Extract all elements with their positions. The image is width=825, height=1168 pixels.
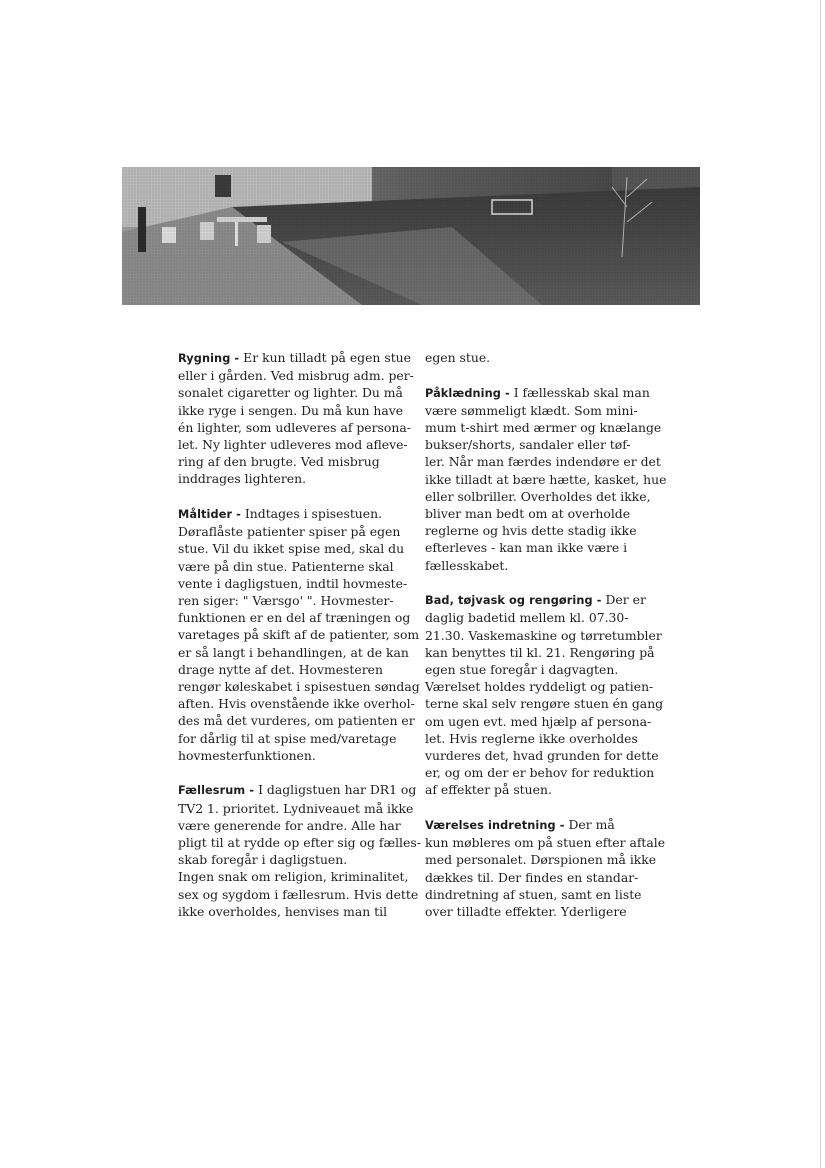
section-heading: Rygning - bbox=[178, 352, 240, 365]
section-heading: Påklædning - bbox=[425, 386, 510, 400]
line: eller solbriller. Overholdes det ikke, bbox=[425, 488, 651, 504]
line: efterleves - kan man ikke være i bbox=[425, 540, 628, 556]
line: være på din stue. Patienterne skal bbox=[178, 558, 394, 574]
section-paaklaedning bbox=[425, 384, 667, 574]
line: pligt til at rydde op efter sig og fælles- bbox=[178, 835, 421, 851]
line bbox=[425, 384, 650, 402]
line: ring af den brugte. Ved misbrug bbox=[178, 454, 380, 470]
line: om ugen evt. med hjælp af persona- bbox=[425, 713, 652, 729]
line: bliver man bedt om at overholde bbox=[425, 506, 631, 522]
courtyard-photo bbox=[122, 167, 700, 305]
line: daglig badetid mellem kl. 07.30- bbox=[425, 610, 629, 626]
line: Ingen snak om religion, kriminalitet, bbox=[178, 869, 409, 885]
line: skab foregår i dagligstuen. bbox=[178, 852, 348, 868]
line bbox=[425, 591, 647, 609]
line: af effekter på stuen. bbox=[425, 782, 552, 798]
section-heading: Værelses indretning - bbox=[425, 819, 565, 833]
line: TV2 1. prioritet. Lydniveauet må ikke bbox=[178, 800, 414, 816]
line: være sømmeligt klædt. Som mini- bbox=[425, 402, 638, 418]
line: let. Hvis reglerne ikke overholdes bbox=[425, 730, 638, 746]
line-text: Er kun tilladt på egen stue bbox=[239, 350, 411, 365]
line: kun møbleres om på stuen efter aftale bbox=[425, 835, 666, 851]
line: Døraflåste patienter spiser på egen bbox=[178, 524, 401, 540]
line: vente i dagligstuen, indtil hovmeste- bbox=[178, 575, 408, 591]
line: vurderes det, hvad grunden for dette bbox=[425, 748, 659, 764]
line: er så langt i behandlingen, at de kan bbox=[178, 644, 409, 660]
line: være generende for andre. Alle har bbox=[178, 817, 401, 833]
section-maaltider bbox=[178, 505, 420, 764]
line bbox=[178, 781, 417, 799]
line: dækkes til. Der findes en standar- bbox=[425, 869, 639, 885]
line: sex og sygdom i fællesrum. Hvis dette bbox=[178, 886, 419, 902]
line-text: Der må bbox=[564, 817, 615, 833]
line: ikke ryge i sengen. Du må kun have bbox=[178, 402, 404, 418]
line bbox=[178, 349, 411, 367]
section-bad bbox=[425, 591, 664, 798]
section-faellesrum bbox=[178, 781, 421, 920]
section-vaerelses-indretning bbox=[425, 816, 666, 920]
line: én lighter, som udleveres af persona- bbox=[178, 419, 411, 435]
line: egen stue. bbox=[425, 350, 491, 365]
line: hovmesterfunktionen. bbox=[178, 747, 316, 763]
line: let. Ny lighter udleveres mod afleve- bbox=[178, 437, 408, 453]
section-heading: Bad, tøjvask og rengøring - bbox=[425, 594, 602, 608]
scan-edge-line bbox=[820, 0, 821, 1168]
line: funktionen er en del af træningen og bbox=[178, 610, 411, 626]
line-text: I dagligstuen har DR1 og bbox=[254, 782, 417, 798]
line-text: I fællesskab skal man bbox=[509, 384, 650, 400]
line bbox=[425, 816, 647, 834]
line: ren siger: " Værsgo' ". Hovmester- bbox=[178, 593, 394, 609]
line: eller i gården. Ved misbrug adm. per- bbox=[178, 368, 414, 384]
line: for dårlig til at spise med/varetage bbox=[178, 730, 397, 746]
line: bukser/shorts, sandaler eller tøf- bbox=[425, 437, 631, 453]
line: fællesskabet. bbox=[425, 557, 509, 573]
line: stue. Vil du ikket spise med, skal du bbox=[178, 541, 405, 557]
line: des må det vurderes, om patienten er bbox=[178, 713, 415, 729]
line: over tilladte effekter. Yderligere bbox=[425, 904, 627, 920]
continuation-text bbox=[425, 349, 647, 366]
left-column bbox=[178, 349, 421, 920]
section-heading: Fællesrum - bbox=[178, 784, 255, 798]
line: rengør køleskabet i spisestuen søndag bbox=[178, 679, 420, 695]
line-text: Der er bbox=[601, 592, 646, 608]
line-text: Indtages i spisestuen. bbox=[240, 506, 383, 522]
line: ler. Når man færdes indendøre er det bbox=[425, 454, 661, 470]
line: med personalet. Dørspionen må ikke bbox=[425, 852, 657, 868]
line: ikke tilladt at bære hætte, kasket, hue bbox=[425, 471, 667, 487]
section-heading: Måltider - bbox=[178, 508, 241, 522]
section-rygning bbox=[178, 349, 414, 488]
line: kan benyttes til kl. 21. Rengøring på bbox=[425, 644, 655, 660]
line: dindretning af stuen, samt en liste bbox=[425, 886, 642, 902]
line: er, og om der er behov for reduktion bbox=[425, 765, 655, 781]
line: reglerne og hvis dette stadig ikke bbox=[425, 523, 637, 539]
line: drage nytte af det. Hovmesteren bbox=[178, 661, 383, 677]
line: sonalet cigaretter og lighter. Du må bbox=[178, 385, 403, 401]
line: ikke overholdes, henvises man til bbox=[178, 903, 388, 919]
line: 21.30. Vaskemaskine og tørretumbler bbox=[425, 627, 662, 643]
line: aften. Hvis ovenstående ikke overhol- bbox=[178, 696, 415, 712]
line: mum t-shirt med ærmer og knælange bbox=[425, 420, 662, 435]
line bbox=[178, 505, 400, 523]
line: varetages på skift af de patienter, som bbox=[178, 627, 420, 643]
line: terne skal selv rengøre stuen én gang bbox=[425, 696, 664, 712]
right-column bbox=[425, 349, 667, 920]
line: inddrages lighteren. bbox=[178, 471, 307, 487]
line: egen stue foregår i dagvagten. bbox=[425, 662, 619, 678]
line: Værelset holdes ryddeligt og patien- bbox=[425, 679, 654, 695]
